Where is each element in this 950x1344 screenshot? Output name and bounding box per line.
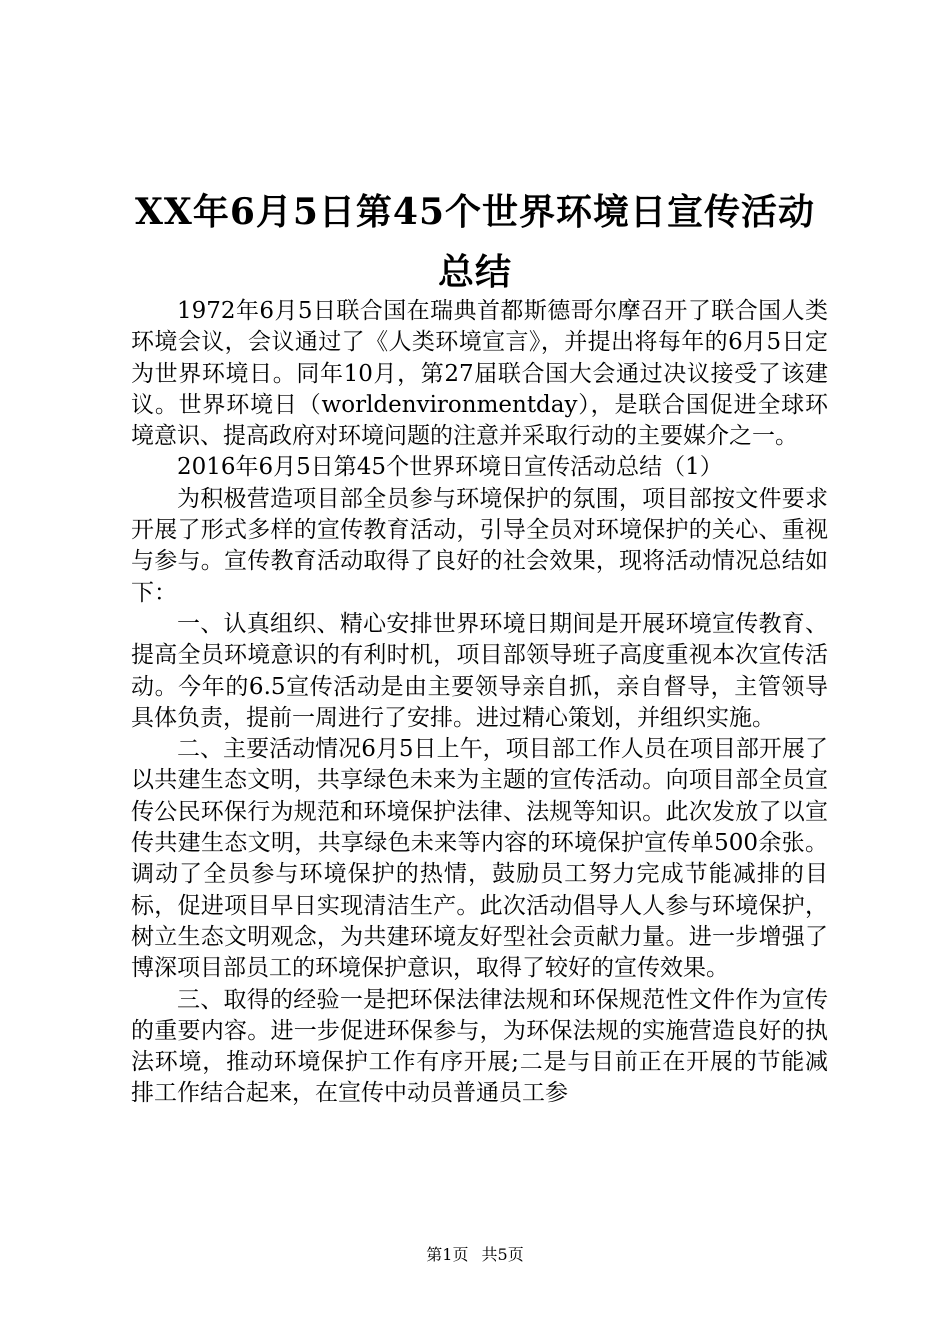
page-total: 共5页 [481,1245,524,1264]
page-footer [0,1245,950,1265]
paragraph-section-1: 一、认真组织、精心安排世界环境日期间是开展环境宣传教育、提高全员环境意识的有利时机，项目部领导班子高度重视本次宣传活动。今年的6.5宣传活动是由主要领导亲自抓，亲自督导，主管领导具体负责，提前一周进行了安排。进过精心策划，并组织实施。 [131,610,828,731]
paragraph-subtitle: 2016年6月5日第45个世界环境日宣传活动总结（1） [177,454,723,481]
paragraph-intro: 1972年6月5日联合国在瑞典首都斯德哥尔摩召开了联合国人类环境会议，会议通过了《人类环境宣言》，并提出将每年的6月5日定为世界环境日。同年10月，第27届联合国大会通过决议接受了该建议。世界环境日（worldenvironmentday），是联合国促进全球环境意识、提高政府对环境问题的注意并采取行动的主要媒介之一。 [131,298,828,450]
paragraph-section-3: 三、取得的经验一是把环保法律法规和环保规范性文件作为宣传的重要内容。进一步促进环保参与，为环保法规的实施营造良好的执法环境，推动环境保护工作有序开展;二是与目前正在开展的节能减排工作结合起来，在宣传中动员普通员工参 [131,986,828,1107]
document-title: XX年6月5日第45个世界环境日宣传活动总结 [134,191,816,293]
document-body [131,296,828,1110]
paragraph-section-2: 二、主要活动情况6月5日上午，项目部工作人员在项目部开展了以共建生态文明，共享绿色未来为主题的宣传活动。向项目部全员宣传公民环保行为规范和环境保护法律、法规等知识。此次发放了以宣传共建生态文明，共享绿色未来等内容的环境保护宣传单500余张。调动了全员参与环境保护的热情，鼓励员工努力完成节能减排的目标，促进项目早日实现清洁生产。此次活动倡导人人参与环境保护，树立生态文明观念，为共建环境友好型社会贡献力量。进一步增强了博深项目部员工的环境保护意识，取得了较好的宣传效果。 [131,736,828,982]
page-number: 第1页 [426,1245,469,1264]
paragraph-purpose: 为积极营造项目部全员参与环境保护的氛围，项目部按文件要求开展了形式多样的宣传教育活动，引导全员对环境保护的关心、重视与参与。宣传教育活动取得了良好的社会效果，现将活动情况总结如下： [131,485,828,606]
